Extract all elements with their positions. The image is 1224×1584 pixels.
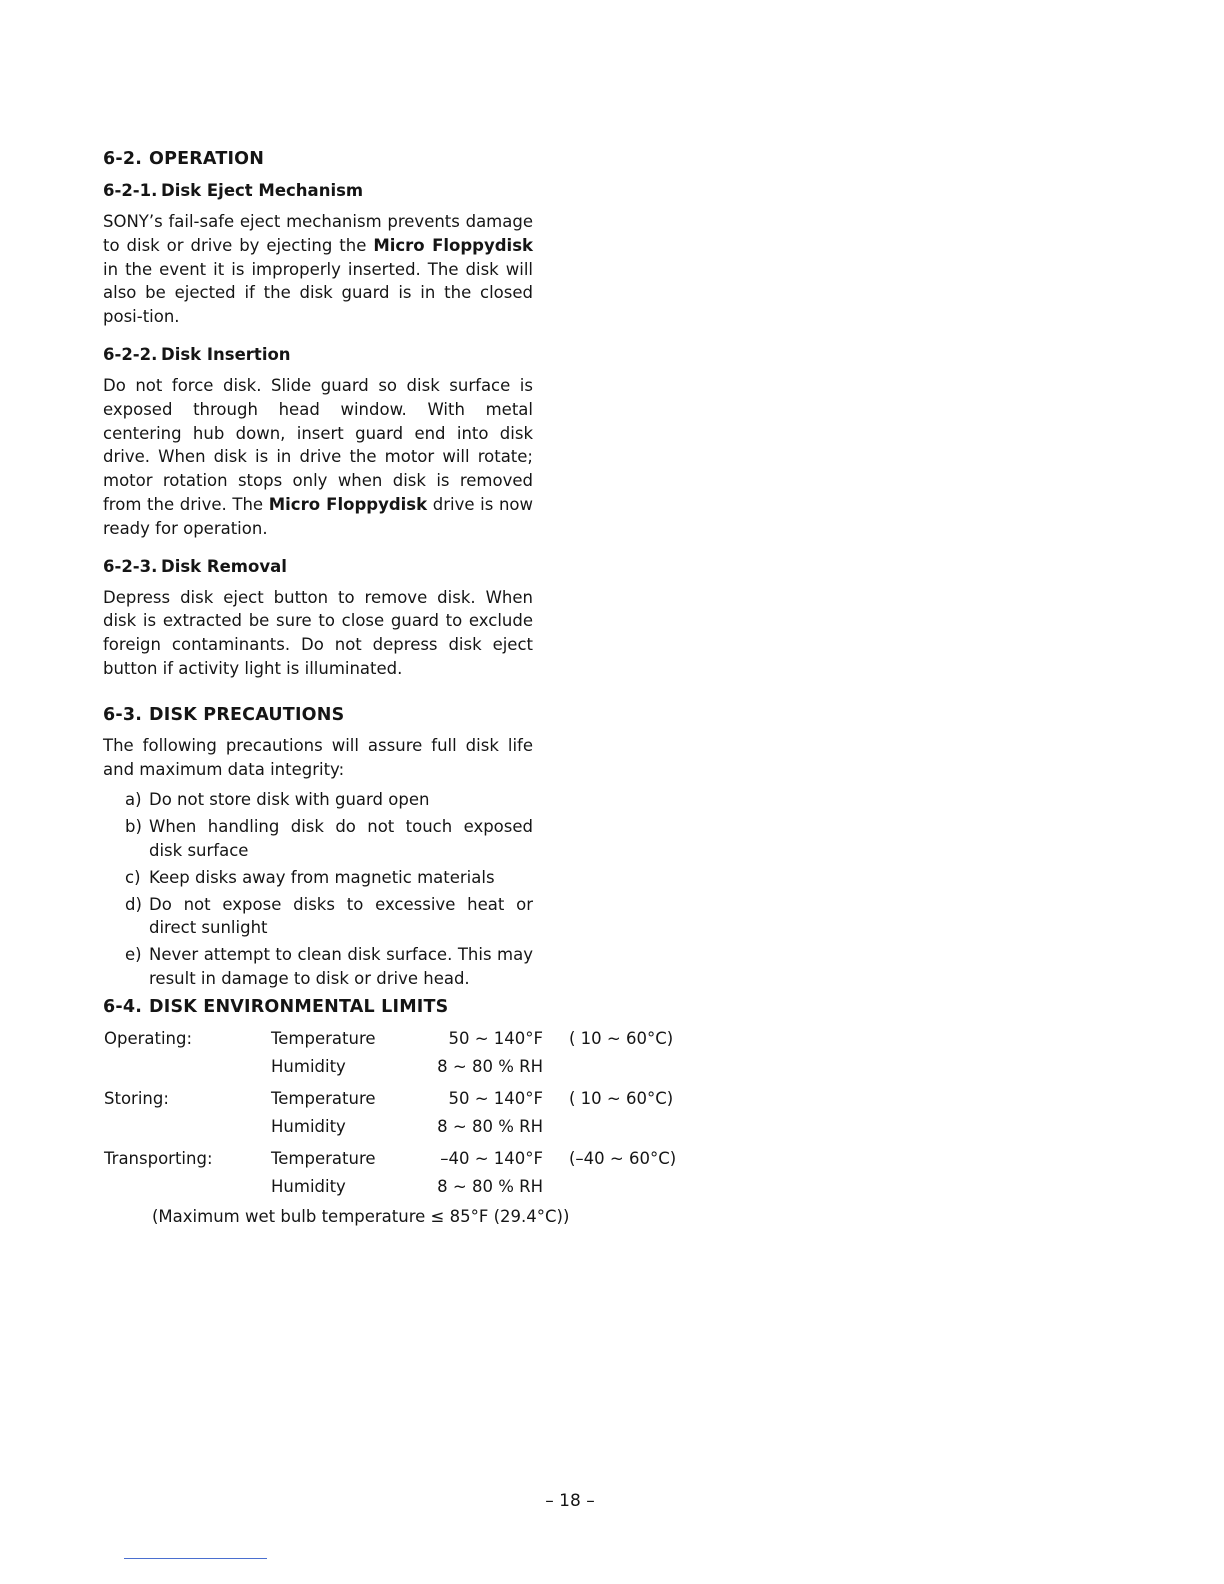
list-marker: a) <box>125 790 142 810</box>
list-item-text: When handling disk do not touch exposed disk surface <box>149 817 533 860</box>
paragraph-text: drive is now ready for operation. <box>103 494 533 538</box>
environmental-limits <box>103 995 703 1201</box>
page-number: – 18 – <box>545 1491 595 1511</box>
table-row <box>103 1025 703 1053</box>
section-heading-6-4 <box>103 995 703 1019</box>
range-cell: 50 ~ 140°F <box>448 1089 543 1108</box>
text-column <box>103 147 533 991</box>
list-item-text: Keep disks away from magnetic materials <box>149 867 495 887</box>
table-row <box>103 1113 703 1141</box>
paragraph-eject-mechanism <box>103 210 533 329</box>
section-number: 6-3. <box>103 704 143 725</box>
parameter-cell: Temperature <box>271 1149 376 1168</box>
subsection-heading-6-2-3 <box>103 555 533 579</box>
list-item-text: Do not expose disks to excessive heat or direct sunlight <box>149 894 533 938</box>
subsection-heading-6-2-1 <box>103 179 533 203</box>
subsection-number: 6-2-3. <box>103 556 158 576</box>
condition-cell: Operating: <box>104 1029 193 1048</box>
list-item <box>103 815 533 863</box>
paragraph-bold-term: Micro Floppydisk <box>373 235 533 255</box>
table-row <box>103 1173 703 1201</box>
paragraph-disk-insertion <box>103 374 533 541</box>
paragraph-text: in the event it is improperly inserted. The disk will also be ejected if the disk guard is in the closed posi-tion. <box>103 259 533 327</box>
list-marker: d) <box>125 894 142 914</box>
list-item-text: Do not store disk with guard open <box>149 790 430 810</box>
metric-cell: ( 10 ~ 60°C) <box>569 1029 674 1048</box>
list-item <box>103 788 533 812</box>
subsection-heading-6-2-2 <box>103 343 533 367</box>
table-row <box>103 1053 703 1081</box>
range-cell: 50 ~ 140°F <box>448 1029 543 1048</box>
section-title: DISK ENVIRONMENTAL LIMITS <box>149 997 449 1017</box>
parameter-cell: Temperature <box>271 1029 376 1048</box>
parameter-cell: Humidity <box>271 1177 346 1196</box>
subsection-number: 6-2-2. <box>103 344 158 364</box>
section-title: OPERATION <box>149 149 265 169</box>
scan-edge-line <box>124 1558 267 1559</box>
list-marker: b) <box>125 817 142 837</box>
subsection-title: Disk Insertion <box>161 344 291 364</box>
parameter-cell: Humidity <box>271 1057 346 1076</box>
range-cell: 8 ~ 80 % RH <box>437 1117 543 1136</box>
condition-cell: Transporting: <box>104 1149 213 1168</box>
list-item <box>103 866 533 890</box>
list-marker: c) <box>125 867 141 887</box>
parameter-cell: Humidity <box>271 1117 346 1136</box>
table-row <box>103 1085 703 1113</box>
range-cell: 8 ~ 80 % RH <box>437 1177 543 1196</box>
condition-cell: Storing: <box>104 1089 169 1108</box>
paragraph-precautions-intro: The following precautions will assure full disk life and maximum data integrity: <box>103 735 533 779</box>
section-number: 6-4. <box>103 997 143 1017</box>
paragraph-text: SONY’s fail-safe eject mechanism prevents damage to disk or drive by ejecting the <box>103 212 533 255</box>
subsection-number: 6-2-1. <box>103 181 158 200</box>
section-heading-6-2 <box>103 147 533 171</box>
metric-cell: (–40 ~ 60°C) <box>569 1149 677 1168</box>
section-number: 6-2. <box>103 149 143 169</box>
subsection-title: Disk Eject Mechanism <box>161 181 364 200</box>
section-heading-6-3 <box>103 703 533 727</box>
paragraph-bold-term: Micro Floppydisk <box>268 494 428 514</box>
paragraph-text: Do not force disk. Slide guard so disk surface is exposed through head window. With metal centering hub down, insert guard end into disk drive. When disk is in drive the motor will rotate; motor rotation stops only when disk is removed from the drive. The <box>103 375 533 514</box>
limits-table <box>103 1025 703 1201</box>
range-cell: 8 ~ 80 % RH <box>437 1057 543 1076</box>
table-row <box>103 1145 703 1173</box>
list-item <box>103 893 533 941</box>
section-title: DISK PRECAUTIONS <box>149 704 345 725</box>
list-item <box>103 943 533 991</box>
list-item-text: Never attempt to clean disk surface. This may result in damage to disk or drive head. <box>149 945 533 988</box>
list-marker: e) <box>125 945 142 965</box>
subsection-title: Disk Removal <box>161 556 287 576</box>
wet-bulb-footnote: (Maximum wet bulb temperature ≤ 85°F (29.4°C)) <box>152 1207 570 1226</box>
range-cell: –40 ~ 140°F <box>440 1149 543 1168</box>
precautions-list <box>103 788 533 990</box>
parameter-cell: Temperature <box>271 1089 376 1108</box>
metric-cell: ( 10 ~ 60°C) <box>569 1089 674 1108</box>
paragraph-disk-removal: Depress disk eject button to remove disk. When disk is extracted be sure to close guard to exclude foreign contaminants. Do not depress disk eject button if activity light is illuminated. <box>103 587 533 678</box>
